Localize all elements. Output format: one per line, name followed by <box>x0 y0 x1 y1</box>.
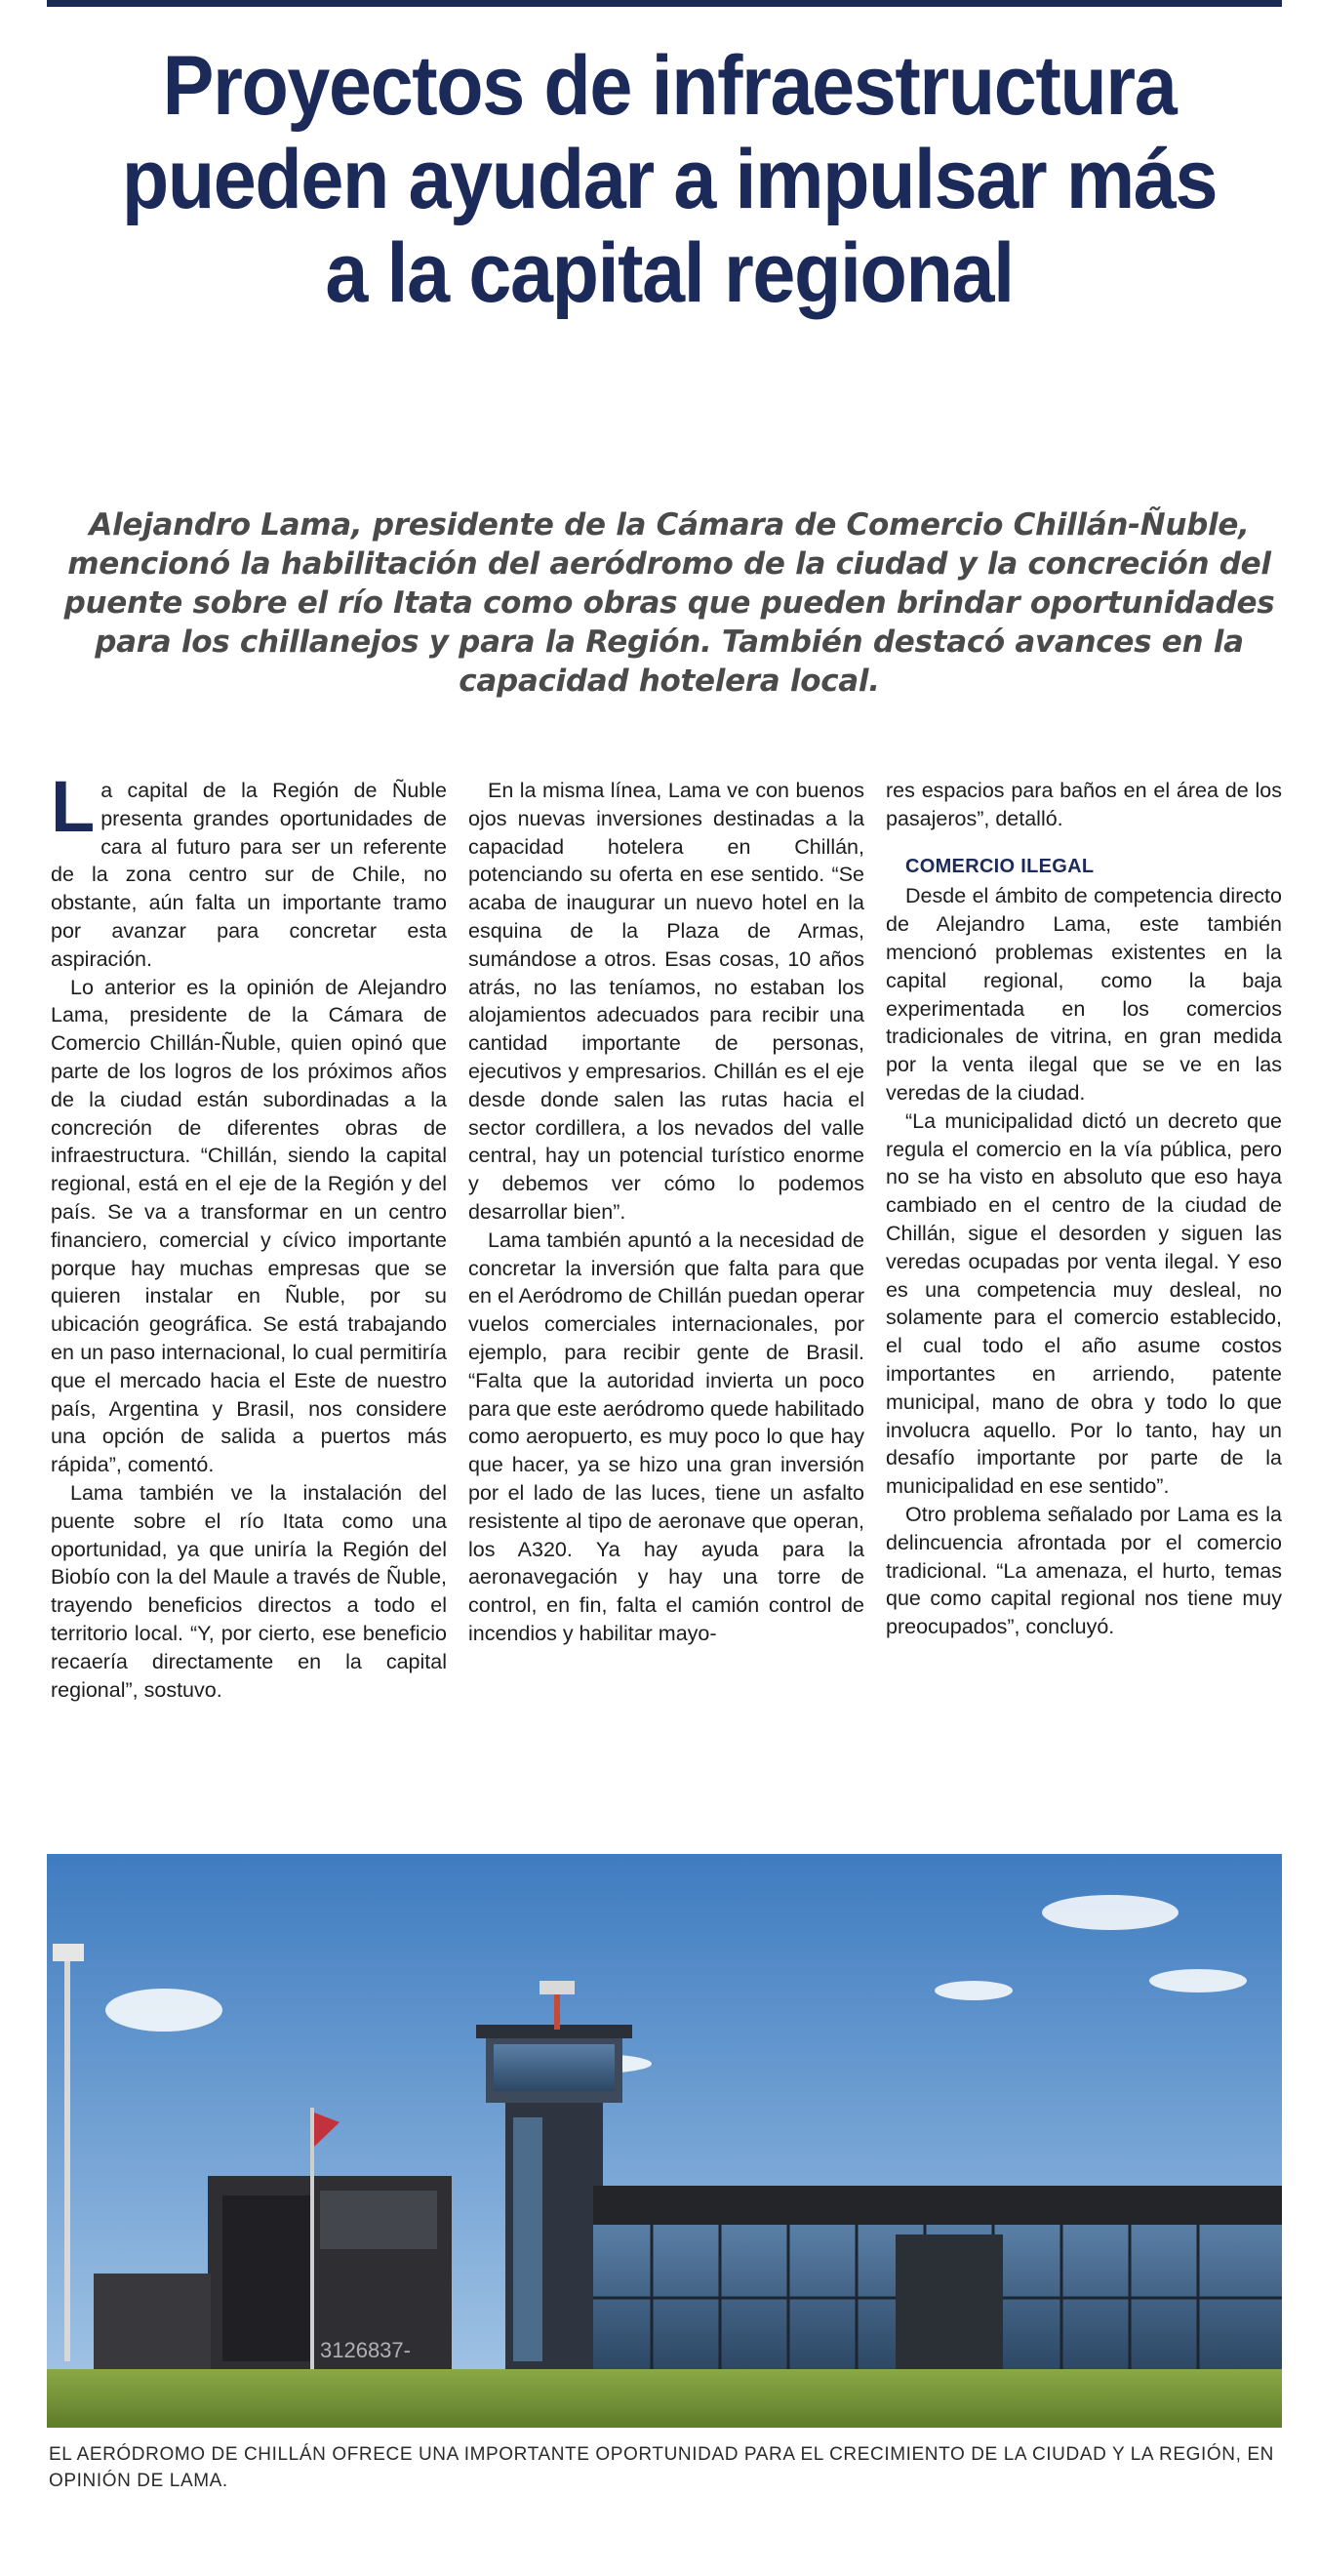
column-1 <box>51 766 447 1831</box>
article-body <box>51 766 1282 1831</box>
paragraph: res espacios para baños en el área de los pasajeros”, detalló. <box>886 779 1282 830</box>
photo-caption: EL AERÓDROMO DE CHILLÁN OFRECE UNA IMPORTANTE OPORTUNIDAD PARA EL CRECIMIENTO DE LA CIUDAD Y LA REGIÓN, EN OPINIÓN DE LAMA. <box>49 2444 1274 2491</box>
paragraph: Lo anterior es la opinión de Alejandro Lama, presidente de la Cámara de Comercio Chillán-Ñuble, quien opinó que parte de los logros de los próximos años de la ciudad están subordinadas a la concreción de diferentes obras de infraestructura. “Chillán, siendo la capital regional, está en el eje de la Región y del país. Se va a transformar en un centro financiero, comercial y cívico importante porque hay muchas empresas que se quieren instalar en Ñuble, por su ubicación geográfica. Se está trabajando en un paso internacional, lo cual permitiría que el mercado hacia el Este de nuestro país, Argentina y Brasil, nos considere una opción de salida a puertos más rápida”, comentó. <box>51 975 447 1477</box>
lawn <box>47 2369 1282 2428</box>
column-3 <box>886 777 1282 1831</box>
paragraph: “La municipalidad dictó un decreto que regula el comercio en la vía pública, pero no se ha visto en absoluto que eso haya cambiado en el centro de la ciudad de Chillán, sigue el desorden y siguen las veredas ocupadas por venta ilegal. Y eso es una competencia muy desleal, no solamente para el comercio establecido, el cual todo el año asume costos importantes en arriendo, patente municipal, mano de obra y todo lo que involucra aquello. Por lo tanto, hay un desafío importante por parte de la municipalidad en ese sentido”. <box>886 1108 1282 1499</box>
terminal <box>593 2186 1282 2371</box>
top-rule <box>47 0 1282 7</box>
paragraph <box>51 766 447 974</box>
paragraph: En la misma línea, Lama ve con buenos ojos nuevas inversiones destinadas a la capacidad hotelera en Chillán, potenciando su oferta en ese sentido. “Se acaba de inaugurar un nuevo hotel en la esquina de la Plaza de Armas, sumándose a otros. Esas cosas, 10 años atrás, no las teníamos, no estaban los alojamientos adecuados para recibir una cantidad importante de personas, ejecutivos y empresarios. Chillán es el eje desde donde salen las rutas hacia el sector cordillera, a los nevados del valle central, hay un potencial turístico enorme y debemos ver cómo lo podemos desarrollar bien”. <box>468 779 864 1224</box>
drop-cap: L <box>51 766 96 847</box>
small-building <box>94 2274 211 2371</box>
paragraph: Lama también ve la instalación del puente sobre el río Itata como una oportunidad, ya que uniría la Región del Biobío con la del Maule a través de Ñuble, trayendo beneficios directos a todo el territorio local. “Y, por cierto, ese beneficio recaería directamente en la capital regional”, sostuvo. <box>51 1480 447 1702</box>
paragraph: Desde el ámbito de competencia directo de Alejandro Lama, este también mencionó problemas existentes en la capital regional, como la baja experimentada en los comercios tradicionales de vitrina, en gran medida por la venta ilegal que se ve en las veredas de la ciudad. <box>886 884 1282 1105</box>
article-lead: Alejandro Lama, presidente de la Cámara de Comercio Chillán-Ñuble, mencionó la habilitación del aeródromo de la ciudad y la concreción del puente sobre el río Itata como obras que pueden brindar oportunidades para los chillanejos y para la Región. También destacó avances en la capacidad hotelera local. <box>63 507 1275 699</box>
paragraph: Otro problema señalado por Lama es la delincuencia afrontada por el comercio tradicional. “La amenaza, el hurto, temas que como capital regional nos tiene muy preocupados”, concluyó. <box>886 1502 1282 1639</box>
paragraph: Lama también apuntó a la necesidad de concretar la inversión que falta para que en el Aeródromo de Chillán puedan operar vuelos comerciales internacionales, por ejemplo, para recibir gente de Brasil. “Falta que la autoridad invierta un poco para que este aeródromo quede habilitado como aeropuerto, es muy poco lo que hay que hacer, ya se hizo una gran inversión por el lado de las luces, tiene un asfalto resistente al tipo de aeronave que operan, los A320. Ya hay ayuda para la aeronavegación y hay una torre de control, en fin, falta el camión control de incendios y habilitar mayo- <box>468 1228 864 1645</box>
photo-watermark: 3126837- <box>320 2338 411 2362</box>
airport-photo <box>47 1854 1282 2428</box>
page-title: Proyectos de infraestructura pueden ayudar a impulsar más a la capital regional <box>121 39 1218 320</box>
section-heading: COMERCIO ILEGAL <box>905 855 1095 877</box>
paragraph-text: a capital de la Región de Ñuble presenta grandes oportunidades de cara al futuro para ser un referente de la zona centro sur de Chile, no obstante, aún falta un importante tramo por avanzar para concretar esta aspiración. <box>51 779 447 971</box>
column-2 <box>468 777 864 1831</box>
